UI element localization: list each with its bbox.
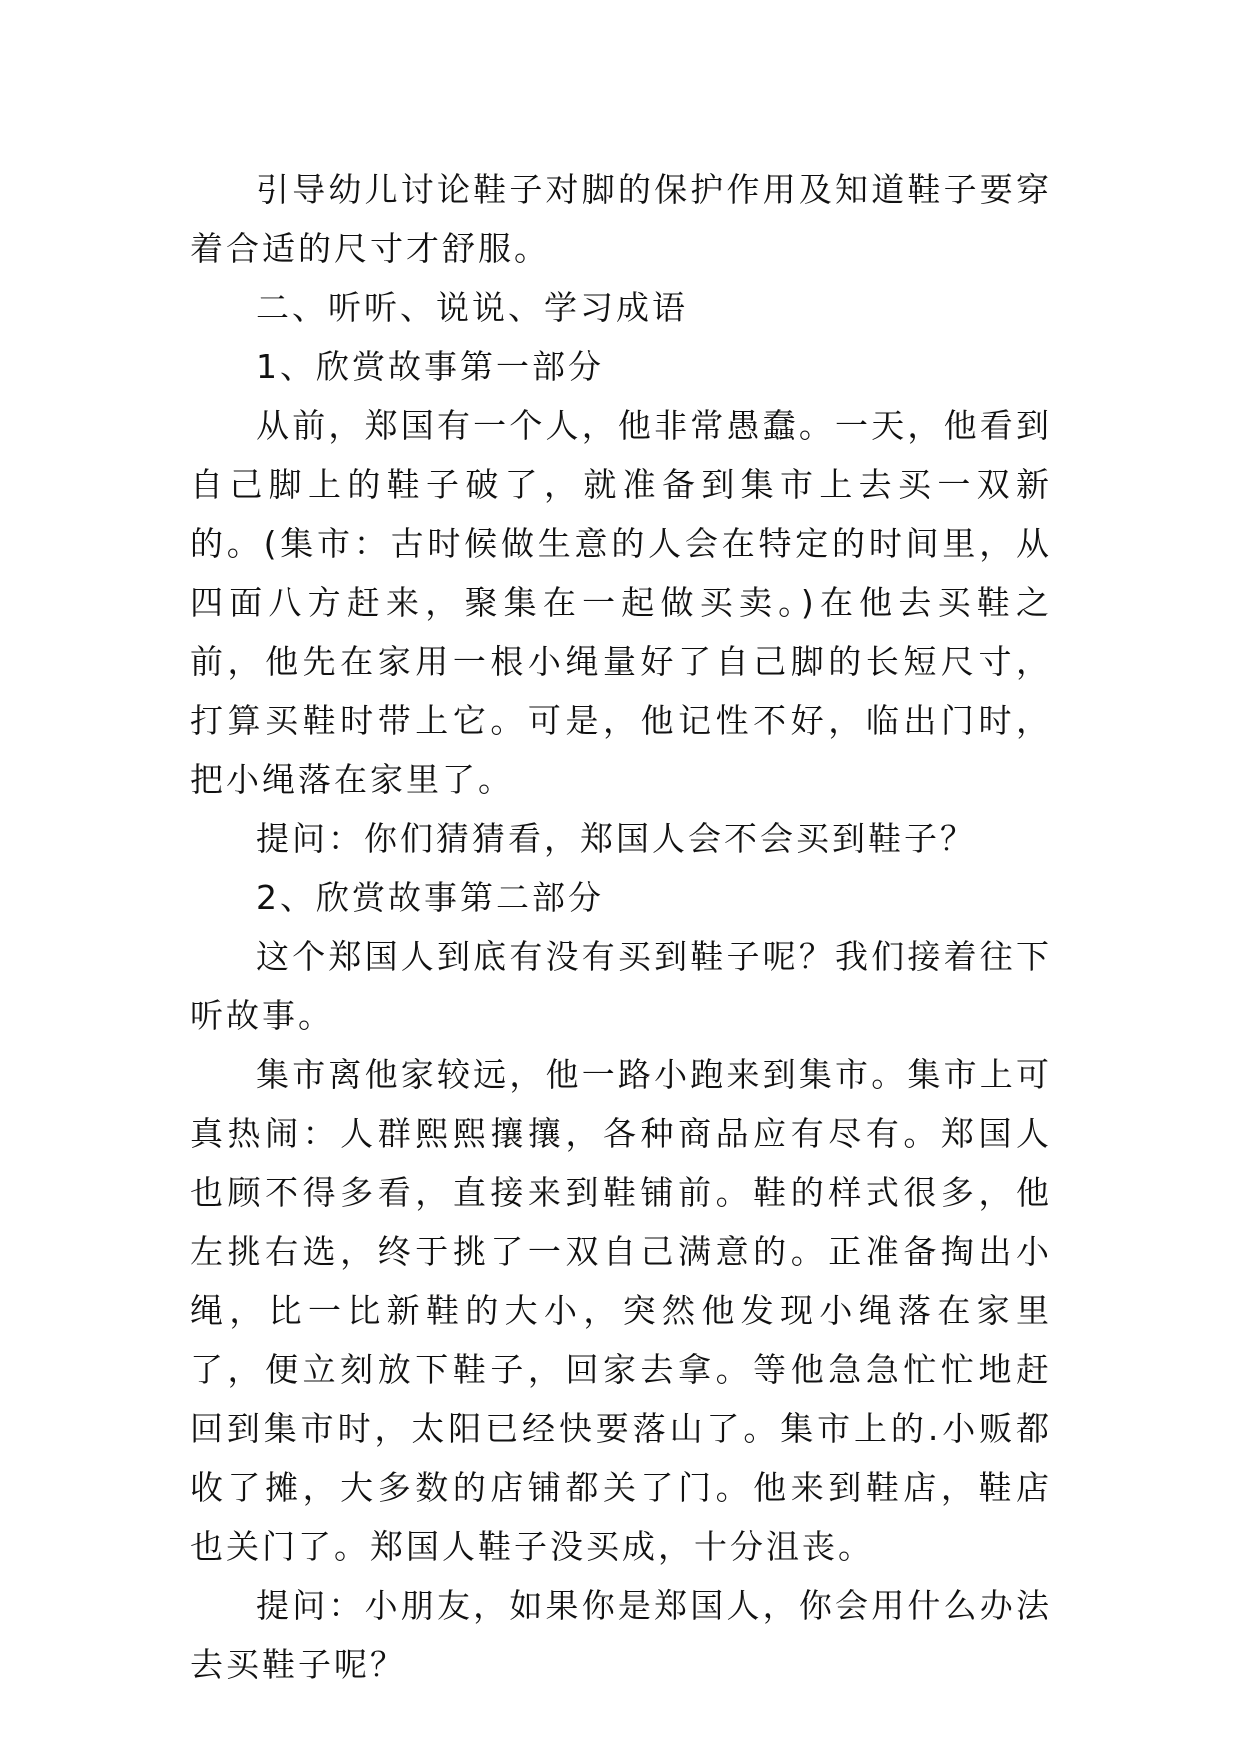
paragraph-story-part-2: 集市离他家较远，他一路小跑来到集市。集市上可真热闹：人群熙熙攘攘，各种商品应有尽有。郑国人也顾不得多看，直接来到鞋铺前。鞋的样式很多，他左挑右选，终于挑了一双自己满意的。正准备掏出小绳，比一比新鞋的大小，突然他发现小绳落在家里了，便立刻放下鞋子，回家去拿。等他急急忙忙地赶回到集市时，太阳已经快要落山了。集市上的.小贩都收了摊，大多数的店铺都关了门。他来到鞋店，鞋店也关门了。郑国人鞋子没买成，十分沮丧。 bbox=[190, 1055, 1052, 1566]
paragraph-story-part-1: 从前，郑国有一个人，他非常愚蠢。一天，他看到自己脚上的鞋子破了，就准备到集市上去买一双新的。(集市：古时候做生意的人会在特定的时间里，从四面八方赶来，聚集在一起做买卖。)在他去买鞋之前，他先在家用一根小绳量好了自己脚的长短尺寸，打算买鞋时带上它。可是，他记性不好，临出门时，把小绳落在家里了。 bbox=[190, 406, 1052, 799]
subheading-story-part-2: 2、欣赏故事第二部分 bbox=[256, 878, 604, 917]
section-heading-idioms: 二、听听、说说、学习成语 bbox=[256, 288, 688, 327]
document-page bbox=[190, 160, 1052, 1694]
paragraph-discussion: 引导幼儿讨论鞋子对脚的保护作用及知道鞋子要穿着合适的尺寸才舒服。 bbox=[190, 170, 1052, 268]
paragraph-story-transition: 这个郑国人到底有没有买到鞋子呢？我们接着往下听故事。 bbox=[190, 937, 1052, 1035]
subheading-story-part-1: 1、欣赏故事第一部分 bbox=[256, 347, 604, 386]
question-2: 提问：小朋友，如果你是郑国人，你会用什么办法去买鞋子呢？ bbox=[190, 1586, 1052, 1684]
question-1: 提问：你们猜猜看，郑国人会不会买到鞋子？ bbox=[256, 819, 976, 858]
